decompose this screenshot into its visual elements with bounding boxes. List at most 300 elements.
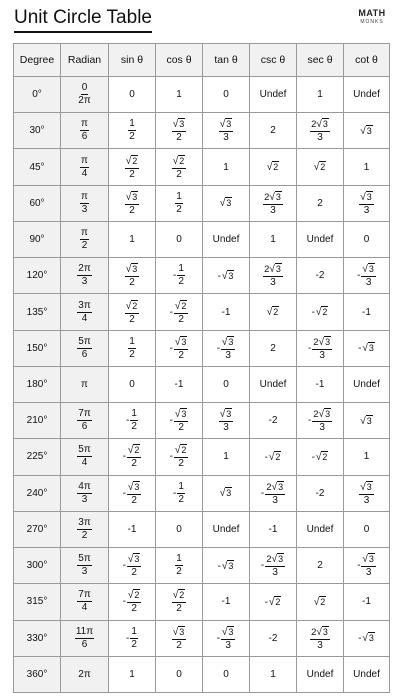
value-text: π xyxy=(81,118,88,130)
value-text: -1 xyxy=(174,378,184,390)
fraction xyxy=(128,119,136,142)
fraction xyxy=(359,191,374,216)
radicand: 3 xyxy=(226,198,232,209)
fraction-numerator xyxy=(174,444,189,458)
value-text: 3 xyxy=(81,566,88,578)
radicand: 3 xyxy=(322,119,328,130)
radical-sign: √ xyxy=(219,409,226,421)
value-text: 2 xyxy=(176,132,182,144)
radical-coefficient: 2 xyxy=(313,409,319,421)
trig-value-cell xyxy=(250,439,297,475)
value-text: 2 xyxy=(129,313,135,325)
fraction-numerator xyxy=(310,626,330,640)
fraction-numerator xyxy=(130,409,138,421)
fraction-numerator xyxy=(80,228,89,240)
value-text: 0 xyxy=(81,82,88,94)
fraction-denominator xyxy=(319,422,325,433)
radicand: 3 xyxy=(226,488,232,499)
column-header: sec θ xyxy=(297,44,344,77)
trig-value-cell xyxy=(156,294,203,330)
value-text: 1 xyxy=(129,668,135,680)
fraction xyxy=(174,408,189,433)
trig-value-cell xyxy=(344,149,390,185)
radicand: 3 xyxy=(275,264,281,275)
fraction-denominator xyxy=(366,277,372,288)
radical-expression xyxy=(267,307,280,318)
value-text: 1 xyxy=(176,89,182,101)
value-text: 3 xyxy=(223,132,229,144)
trig-value-cell xyxy=(156,330,203,366)
fraction-numerator xyxy=(221,336,236,350)
radical-sign: √ xyxy=(313,596,320,608)
fraction xyxy=(175,192,183,215)
radical-coefficient: 2 xyxy=(311,119,317,131)
value-text: 3 xyxy=(363,204,370,216)
radical-expression xyxy=(175,445,188,456)
fraction-denominator xyxy=(366,567,372,578)
trig-value-cell xyxy=(344,620,390,656)
trig-value-cell xyxy=(250,149,297,185)
trig-value-cell xyxy=(297,149,344,185)
value-text: 4π xyxy=(78,480,91,492)
radicand: 3 xyxy=(179,626,185,637)
value-text: π xyxy=(81,378,88,390)
radical-expression xyxy=(360,416,373,427)
radical-sign: √ xyxy=(268,596,275,608)
fraction-numerator xyxy=(221,626,236,640)
radical-expression xyxy=(222,561,235,572)
radian-cell xyxy=(61,258,109,294)
value-text: Undef xyxy=(306,668,334,680)
minus-sign: - xyxy=(122,487,126,499)
value-text: -1 xyxy=(221,306,231,318)
trig-value-cell xyxy=(250,403,297,439)
fraction-denominator xyxy=(176,640,182,651)
mathmonks-logo xyxy=(358,8,386,32)
fraction-numerator xyxy=(125,155,140,169)
value-text: 1 xyxy=(363,161,370,173)
radian-cell xyxy=(61,475,109,511)
logo-sub-text: MONKS xyxy=(360,19,384,25)
trig-value-cell xyxy=(156,475,203,511)
fraction xyxy=(265,553,285,578)
fraction-denominator xyxy=(82,276,88,287)
value-text: 3 xyxy=(223,422,229,434)
trig-value-cell xyxy=(297,584,344,620)
value-text: 3 xyxy=(365,277,372,289)
trig-value-cell xyxy=(109,366,156,402)
value-text: 6 xyxy=(81,638,88,650)
value-text: 3 xyxy=(272,567,278,579)
trig-value-cell xyxy=(344,258,390,294)
fraction-numerator xyxy=(128,337,136,349)
radical-sign: √ xyxy=(174,300,181,312)
trig-value-cell xyxy=(344,584,390,620)
value-text: -1 xyxy=(362,306,371,318)
radicand: 2 xyxy=(179,590,185,601)
radical-expression xyxy=(362,264,375,275)
trig-value-cell xyxy=(109,77,156,113)
table-header-row xyxy=(14,44,390,77)
value-text: 5π xyxy=(78,444,91,456)
minus-sign: - xyxy=(122,596,126,608)
trig-value-cell xyxy=(109,620,156,656)
value-text: 2 xyxy=(176,566,182,578)
fraction xyxy=(175,554,183,577)
table-row xyxy=(14,77,390,113)
radical-expression xyxy=(173,627,186,638)
radical-expression xyxy=(126,156,139,167)
radical-sign: √ xyxy=(219,119,226,131)
value-text: -1 xyxy=(127,523,137,535)
radian-cell xyxy=(61,511,109,547)
value-text: 3 xyxy=(81,203,88,215)
fraction xyxy=(80,119,89,142)
fraction-denominator xyxy=(82,639,88,650)
fraction-denominator xyxy=(129,131,135,142)
trig-value-cell xyxy=(297,656,344,692)
radical-expression xyxy=(220,119,233,130)
value-text: 2 xyxy=(270,342,276,354)
value-text: 2 xyxy=(131,494,137,506)
minus-sign: - xyxy=(169,415,173,427)
degree-cell: 60° xyxy=(14,185,61,221)
radical-expression xyxy=(126,192,139,203)
fraction-denominator xyxy=(131,639,137,650)
fraction xyxy=(77,445,91,468)
value-text: 2 xyxy=(81,240,88,252)
radical-sign: √ xyxy=(174,409,181,421)
fraction-denominator xyxy=(272,567,278,578)
radical-sign: √ xyxy=(269,191,275,203)
value-text: 3 xyxy=(81,276,88,288)
value-text: 2π xyxy=(78,95,91,107)
radicand: 3 xyxy=(368,343,374,354)
fraction-numerator xyxy=(125,263,140,277)
trig-value-cell xyxy=(203,366,250,402)
fraction xyxy=(75,627,94,650)
value-text: 0 xyxy=(363,234,370,246)
minus-sign: - xyxy=(260,560,265,572)
table-row xyxy=(14,366,390,402)
fraction-numerator xyxy=(80,192,89,204)
value-text: 0 xyxy=(129,378,135,390)
fraction xyxy=(174,336,189,361)
value-text: 2 xyxy=(178,422,184,434)
fraction-numerator xyxy=(312,408,332,422)
value-text: 1 xyxy=(176,190,182,202)
radicand: 3 xyxy=(275,191,281,202)
fraction xyxy=(172,155,187,180)
radical-expression xyxy=(126,301,139,312)
trig-value-cell xyxy=(156,656,203,692)
trig-value-cell xyxy=(250,584,297,620)
radicand: 3 xyxy=(132,191,138,202)
radicand: 3 xyxy=(132,264,138,275)
trig-value-cell xyxy=(156,584,203,620)
minus-sign: - xyxy=(264,451,268,463)
table-row xyxy=(14,149,390,185)
radian-cell xyxy=(61,584,109,620)
value-text: 1 xyxy=(176,553,182,565)
trig-value-cell xyxy=(344,294,390,330)
trig-value-cell xyxy=(297,330,344,366)
value-text: 3 xyxy=(365,567,372,579)
fraction xyxy=(174,444,189,469)
radical-sign: √ xyxy=(221,270,228,282)
fraction xyxy=(77,518,91,541)
trig-value-cell xyxy=(297,620,344,656)
fraction xyxy=(127,589,142,614)
radian-cell xyxy=(61,77,109,113)
radical-expression xyxy=(314,597,327,608)
fraction-denominator xyxy=(176,603,182,614)
radical-expression xyxy=(362,554,375,565)
radical-expression xyxy=(173,119,186,130)
trig-value-cell xyxy=(250,294,297,330)
value-text: 6 xyxy=(81,131,88,143)
radical-coefficient: 2 xyxy=(266,554,272,566)
table-row xyxy=(14,656,390,692)
fraction-numerator xyxy=(172,589,187,603)
value-text: 4 xyxy=(81,457,88,469)
radian-cell xyxy=(61,149,109,185)
trig-value-cell xyxy=(156,113,203,149)
value-text: 7π xyxy=(78,408,91,420)
radicand: 3 xyxy=(325,409,331,420)
minus-sign: - xyxy=(307,415,312,427)
value-text: 2 xyxy=(131,567,137,579)
radical-sign: √ xyxy=(172,119,179,131)
trig-value-cell xyxy=(203,221,250,257)
fraction-numerator xyxy=(219,408,234,422)
trig-value-cell xyxy=(109,294,156,330)
fraction-numerator xyxy=(125,191,140,205)
fraction xyxy=(177,264,185,287)
minus-sign: - xyxy=(311,451,315,463)
fraction-denominator xyxy=(82,421,88,432)
fraction-denominator xyxy=(82,240,88,251)
trig-value-cell xyxy=(156,149,203,185)
trig-value-cell xyxy=(156,221,203,257)
value-text: 4 xyxy=(81,312,88,324)
fraction-numerator xyxy=(174,408,189,422)
value-text: 1 xyxy=(129,335,135,347)
fraction-denominator xyxy=(131,421,137,432)
radical-expression xyxy=(126,264,139,275)
fraction xyxy=(77,482,91,505)
column-header: cos θ xyxy=(156,44,203,77)
radical-expression xyxy=(269,597,282,608)
column-header: csc θ xyxy=(250,44,297,77)
fraction-numerator xyxy=(172,118,187,132)
fraction-denominator xyxy=(317,640,323,651)
fraction-denominator xyxy=(270,277,276,288)
value-text: 3 xyxy=(225,349,231,361)
value-text: 2 xyxy=(129,168,135,180)
fraction-denominator xyxy=(82,168,88,179)
radical-sign: √ xyxy=(360,481,366,493)
fraction xyxy=(77,337,91,360)
value-text: 1 xyxy=(129,234,135,246)
radical-expression xyxy=(220,409,233,420)
trig-value-cell xyxy=(344,475,390,511)
fraction xyxy=(80,156,89,179)
radicand: 2 xyxy=(179,155,185,166)
minus-sign: - xyxy=(169,306,173,318)
trig-value-cell xyxy=(344,113,390,149)
fraction xyxy=(359,481,374,506)
trig-value-cell xyxy=(344,185,390,221)
value-text: -2 xyxy=(315,270,325,282)
minus-sign: - xyxy=(311,306,315,318)
fraction xyxy=(219,408,234,433)
trig-value-cell xyxy=(156,366,203,402)
fraction xyxy=(77,409,91,432)
fraction-denominator xyxy=(364,495,370,506)
value-text: 1 xyxy=(270,234,276,246)
radical-sign: √ xyxy=(125,191,132,203)
fraction xyxy=(127,481,142,506)
value-text: 0 xyxy=(176,668,182,680)
value-text: Undef xyxy=(306,234,334,246)
table-row xyxy=(14,620,390,656)
trig-value-cell xyxy=(109,330,156,366)
radical-sign: √ xyxy=(315,307,322,319)
fraction-numerator xyxy=(172,155,187,169)
fraction-denominator xyxy=(82,313,88,324)
minus-sign: - xyxy=(264,596,268,608)
fraction-denominator xyxy=(225,350,231,361)
fraction-denominator xyxy=(225,640,231,651)
radical-sign: √ xyxy=(362,554,368,566)
table-row xyxy=(14,113,390,149)
fraction-denominator xyxy=(176,132,182,143)
fraction-numerator xyxy=(359,191,374,205)
fraction-denominator xyxy=(82,494,88,505)
fraction xyxy=(310,118,330,143)
radian-cell xyxy=(61,620,109,656)
degree-cell: 0° xyxy=(14,77,61,113)
column-header: Radian xyxy=(61,44,109,77)
value-text: Undef xyxy=(353,89,380,101)
fraction xyxy=(312,336,332,361)
minus-sign: - xyxy=(217,560,221,572)
value-text: 0 xyxy=(223,89,229,101)
radical-sign: √ xyxy=(221,336,228,348)
value-text: 2 xyxy=(131,421,137,433)
radical-sign: √ xyxy=(360,415,366,427)
logo-main-text: MATH xyxy=(358,8,386,18)
table-row xyxy=(14,403,390,439)
value-text: -1 xyxy=(362,596,371,608)
radicand: 2 xyxy=(275,451,281,462)
value-text: 2 xyxy=(178,313,184,325)
radical-expression xyxy=(316,452,329,463)
fraction-numerator xyxy=(263,263,283,277)
fraction xyxy=(263,191,283,216)
radical-expression xyxy=(220,488,233,499)
minus-sign: - xyxy=(260,487,265,499)
fraction xyxy=(80,192,89,215)
radical-coefficient: 2 xyxy=(264,264,270,276)
fraction xyxy=(78,83,90,106)
minus-sign: - xyxy=(173,487,177,499)
radicand: 3 xyxy=(181,409,187,420)
trig-value-cell xyxy=(250,258,297,294)
radical-sign: √ xyxy=(172,590,179,602)
value-text: 0 xyxy=(176,234,182,246)
trig-value-cell xyxy=(109,548,156,584)
radicand: 2 xyxy=(134,590,140,601)
value-text: 1 xyxy=(131,625,137,637)
value-text: 2 xyxy=(131,603,137,615)
fraction-numerator xyxy=(77,264,91,276)
radicand: 3 xyxy=(134,481,140,492)
radical-expression xyxy=(173,590,186,601)
radicand: 2 xyxy=(132,155,138,166)
value-text: Undef xyxy=(306,523,334,535)
value-text: Undef xyxy=(212,234,240,246)
trig-value-cell xyxy=(344,221,390,257)
minus-sign: - xyxy=(358,343,362,355)
value-text: 1 xyxy=(129,118,135,130)
trig-value-cell xyxy=(109,475,156,511)
page-title: Unit Circle Table xyxy=(14,7,152,33)
trig-value-cell xyxy=(203,584,250,620)
radicand: 3 xyxy=(366,125,372,136)
value-text: 0 xyxy=(129,89,135,101)
fraction-denominator xyxy=(178,314,184,325)
trig-value-cell xyxy=(109,511,156,547)
fraction-numerator xyxy=(310,118,330,132)
value-text: 3 xyxy=(363,494,370,506)
radian-cell xyxy=(61,185,109,221)
trig-value-cell xyxy=(203,403,250,439)
fraction xyxy=(77,590,91,613)
value-text: 2 xyxy=(178,493,184,505)
value-text: 11π xyxy=(75,625,94,637)
radical-sign: √ xyxy=(318,409,325,421)
radical-sign: √ xyxy=(271,481,278,493)
trig-value-cell xyxy=(203,656,250,692)
radical-sign: √ xyxy=(362,343,368,355)
value-text: -1 xyxy=(315,378,325,390)
radical-sign: √ xyxy=(313,162,320,174)
fraction-denominator xyxy=(178,494,184,505)
radical-expression xyxy=(314,162,327,173)
trig-value-cell xyxy=(156,403,203,439)
value-text: 3 xyxy=(81,493,88,505)
value-text: 2 xyxy=(270,125,276,137)
trig-value-cell xyxy=(250,511,297,547)
fraction-numerator xyxy=(77,590,91,602)
value-text: -1 xyxy=(268,523,278,535)
fraction-denominator xyxy=(129,205,135,216)
fraction xyxy=(77,301,91,324)
radian-cell xyxy=(61,221,109,257)
trig-value-cell xyxy=(203,439,250,475)
fraction-numerator xyxy=(77,554,91,566)
table-row xyxy=(14,439,390,475)
value-text: π xyxy=(81,227,88,239)
fraction-denominator xyxy=(176,204,182,215)
table-row xyxy=(14,294,390,330)
radicand: 3 xyxy=(366,481,372,492)
radical-expression xyxy=(266,482,284,493)
fraction-denominator xyxy=(317,132,323,143)
radical-sign: √ xyxy=(219,488,226,500)
